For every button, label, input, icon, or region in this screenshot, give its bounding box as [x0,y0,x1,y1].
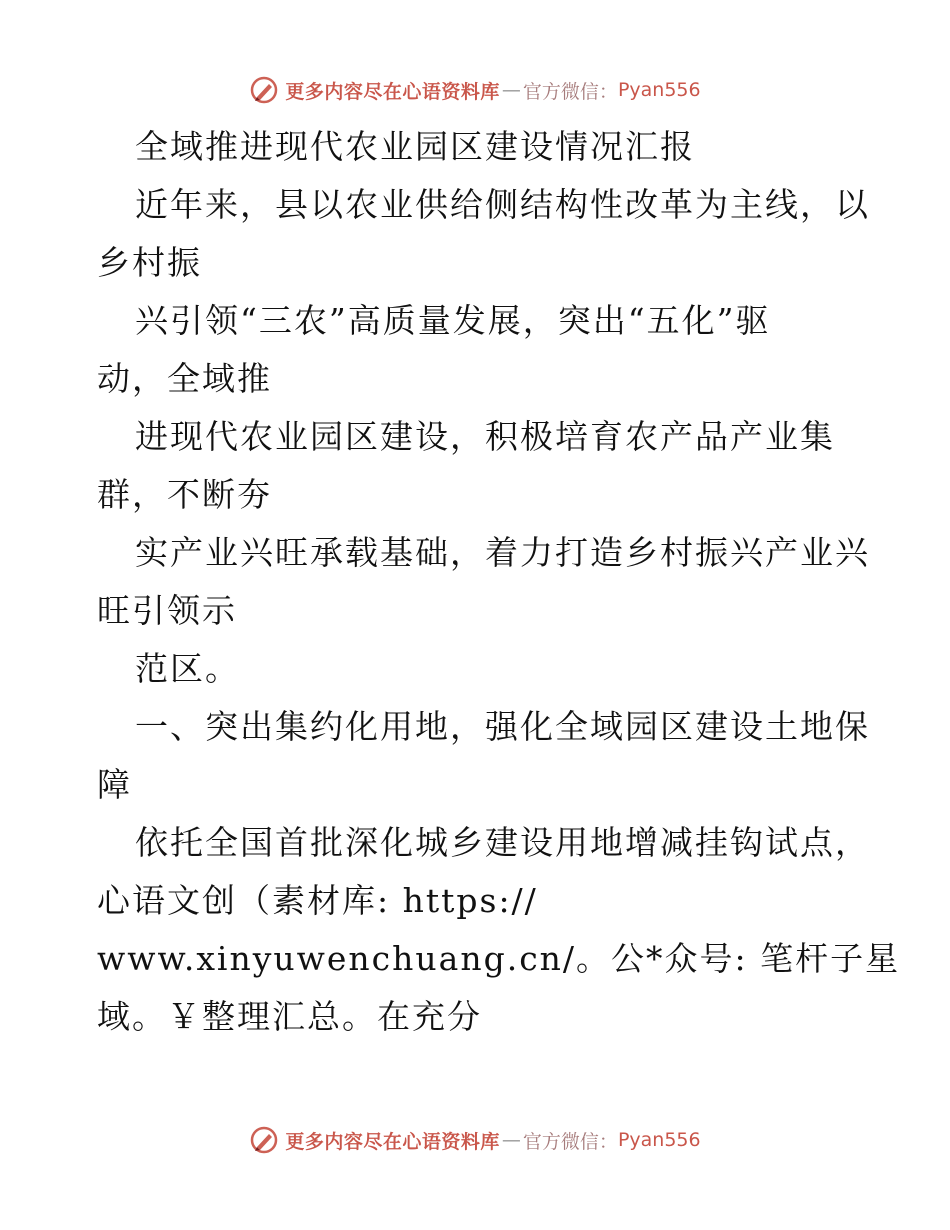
pen-logo-icon [249,75,279,105]
paragraph-line: 群，不断夯 [97,475,272,514]
paragraph-line: 动，全域推 [97,359,272,398]
paragraph-line: 实产业兴旺承载基础，着力打造乡村振兴产业兴 [135,533,870,572]
watermark-dash: — [501,1129,521,1151]
watermark-wechat-id: Pyan556 [617,1129,701,1151]
document-title: 全域推进现代农业园区建设情况汇报 [135,127,695,166]
paragraph-line: 域。￥整理汇总。在充分 [97,997,482,1036]
section-heading: 一、突出集约化用地，强化全域园区建设土地保 [135,707,870,746]
watermark-banner-top [0,70,950,110]
paragraph-line: 范区。 [135,649,240,688]
section-heading-continued: 障 [97,765,132,804]
paragraph-line: 进现代农业园区建设，积极培育农产品产业集 [135,417,835,456]
watermark-text: 更多内容尽在心语资料库 [285,1130,500,1153]
document-body [97,118,901,1046]
paragraph-line: 依托全国首批深化城乡建设用地增减挂钩试点， [135,823,870,862]
watermark-dash: — [501,79,521,101]
paragraph-line: 心语文创（素材库: https:// [97,881,538,920]
paragraph-line: 兴引领“三农”高质量发展，突出“五化”驱 [135,301,771,340]
watermark-text: 更多内容尽在心语资料库 [285,80,500,103]
watermark-wechat-id: Pyan556 [617,79,701,101]
pen-logo-icon [249,1125,279,1155]
watermark-wechat-label: 官方微信： [522,80,618,103]
watermark-wechat-label: 官方微信： [522,1130,618,1153]
watermark-banner-bottom [0,1120,950,1160]
paragraph-line: 乡村振 [97,243,202,282]
paragraph-line: 旺引领示 [97,591,237,630]
paragraph-line: www.xinyuwenchuang.cn/。公*众号: 笔杆子星 [97,939,901,978]
paragraph-line: 近年来，县以农业供给侧结构性改革为主线，以 [135,185,870,224]
